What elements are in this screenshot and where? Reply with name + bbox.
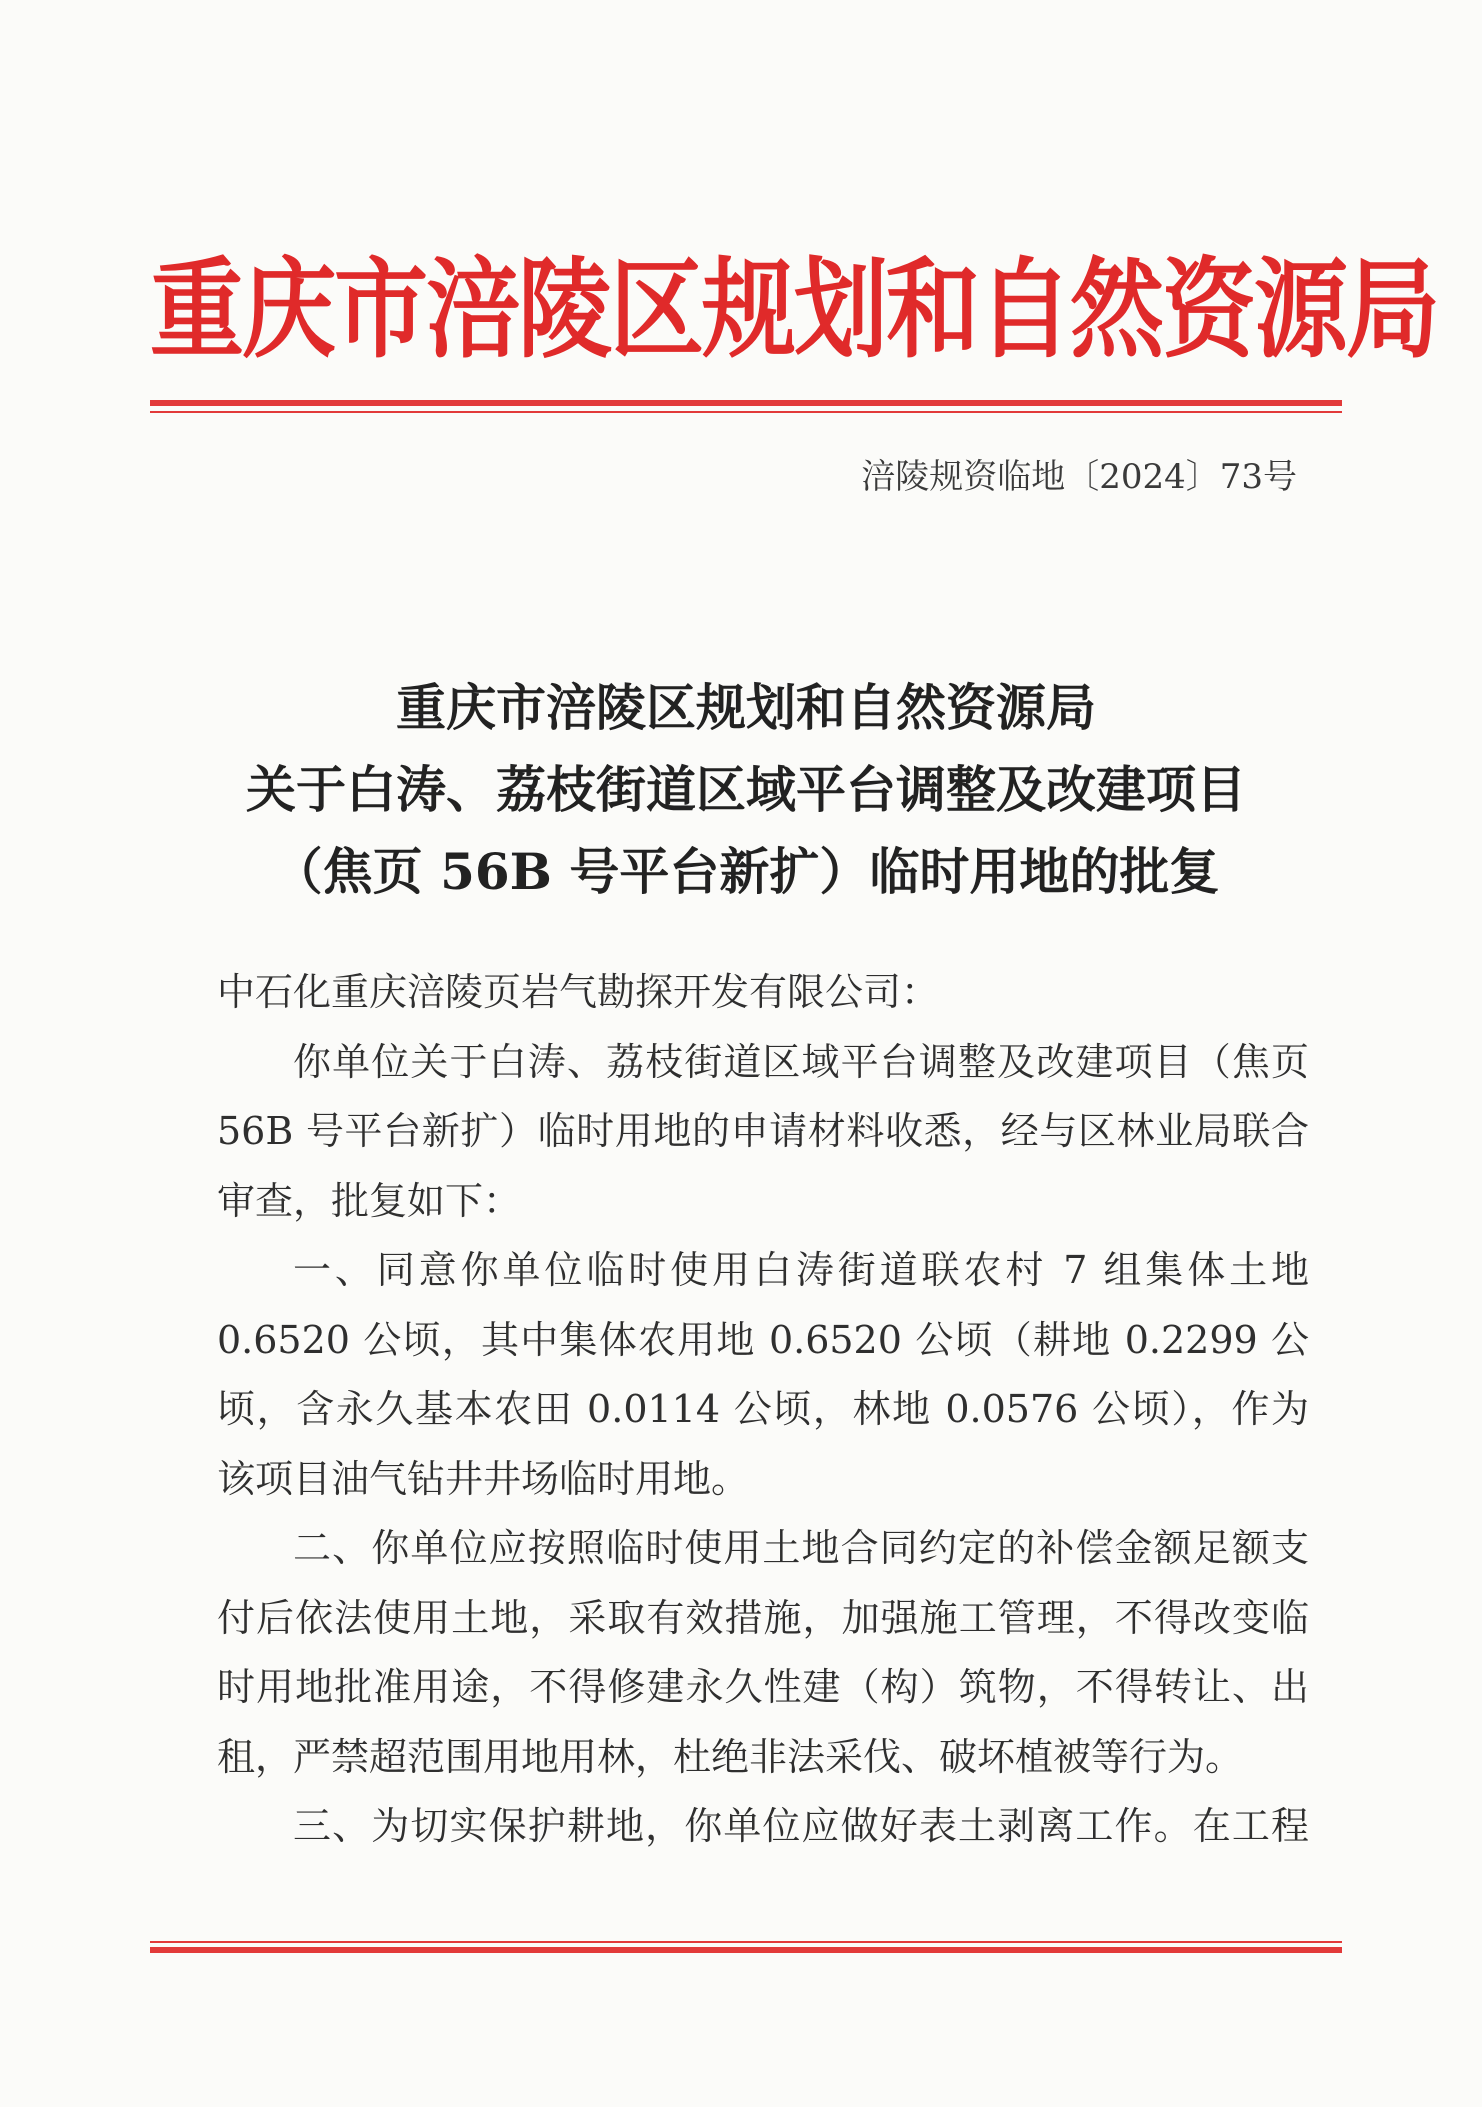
document-number: 涪陵规资临地〔2024〕73号 xyxy=(861,457,1297,497)
masthead-rule-thick xyxy=(150,400,1342,406)
body-paragraph: 二、你单位应按照临时使用土地合同约定的补偿金额足额支付后依法使用土地，采取有效措施，加强施工管理，不得改变临时用地批准用途，不得修建永久性建（构）筑物，不得转让、出租，严禁超范围用地用林，杜绝非法采伐、破坏植被等行为。 xyxy=(217,1526,1309,1779)
footer-rule-thick xyxy=(150,1947,1342,1953)
body-paragraph: 三、为切实保护耕地，你单位应做好表土剥离工作。在工程 xyxy=(293,1804,1309,1848)
title-line: 重庆市涪陵区规划和自然资源局 xyxy=(396,678,1096,737)
masthead-title: 重庆市涪陵区规划和自然资源局 xyxy=(150,248,1439,374)
title-line: 关于白涛、荔枝街道区域平台调整及改建项目 xyxy=(246,760,1246,819)
title-line: （焦页 56B 号平台新扩）临时用地的批复 xyxy=(272,842,1220,901)
body-paragraph: 一、同意你单位临时使用白涛街道联农村 7 组集体土地0.6520 公顷，其中集体农用地 0.6520 公顷（耕地 0.2299 公顷，含永久基本农田 0.0114 公顷，林地 0.0576 公顷），作为该项目油气钻井井场临时用地。 xyxy=(217,1248,1309,1501)
body-paragraph: 你单位关于白涛、荔枝街道区域平台调整及改建项目（焦页56B 号平台新扩）临时用地的申请材料收悉，经与区林业局联合审查，批复如下： xyxy=(217,1039,1309,1223)
footer-rule-thin xyxy=(150,1941,1342,1943)
masthead-rule-thin xyxy=(150,411,1342,413)
document-title xyxy=(150,667,1342,913)
document-body xyxy=(217,958,1309,1862)
salutation: 中石化重庆涪陵页岩气勘探开发有限公司： xyxy=(217,970,940,1014)
